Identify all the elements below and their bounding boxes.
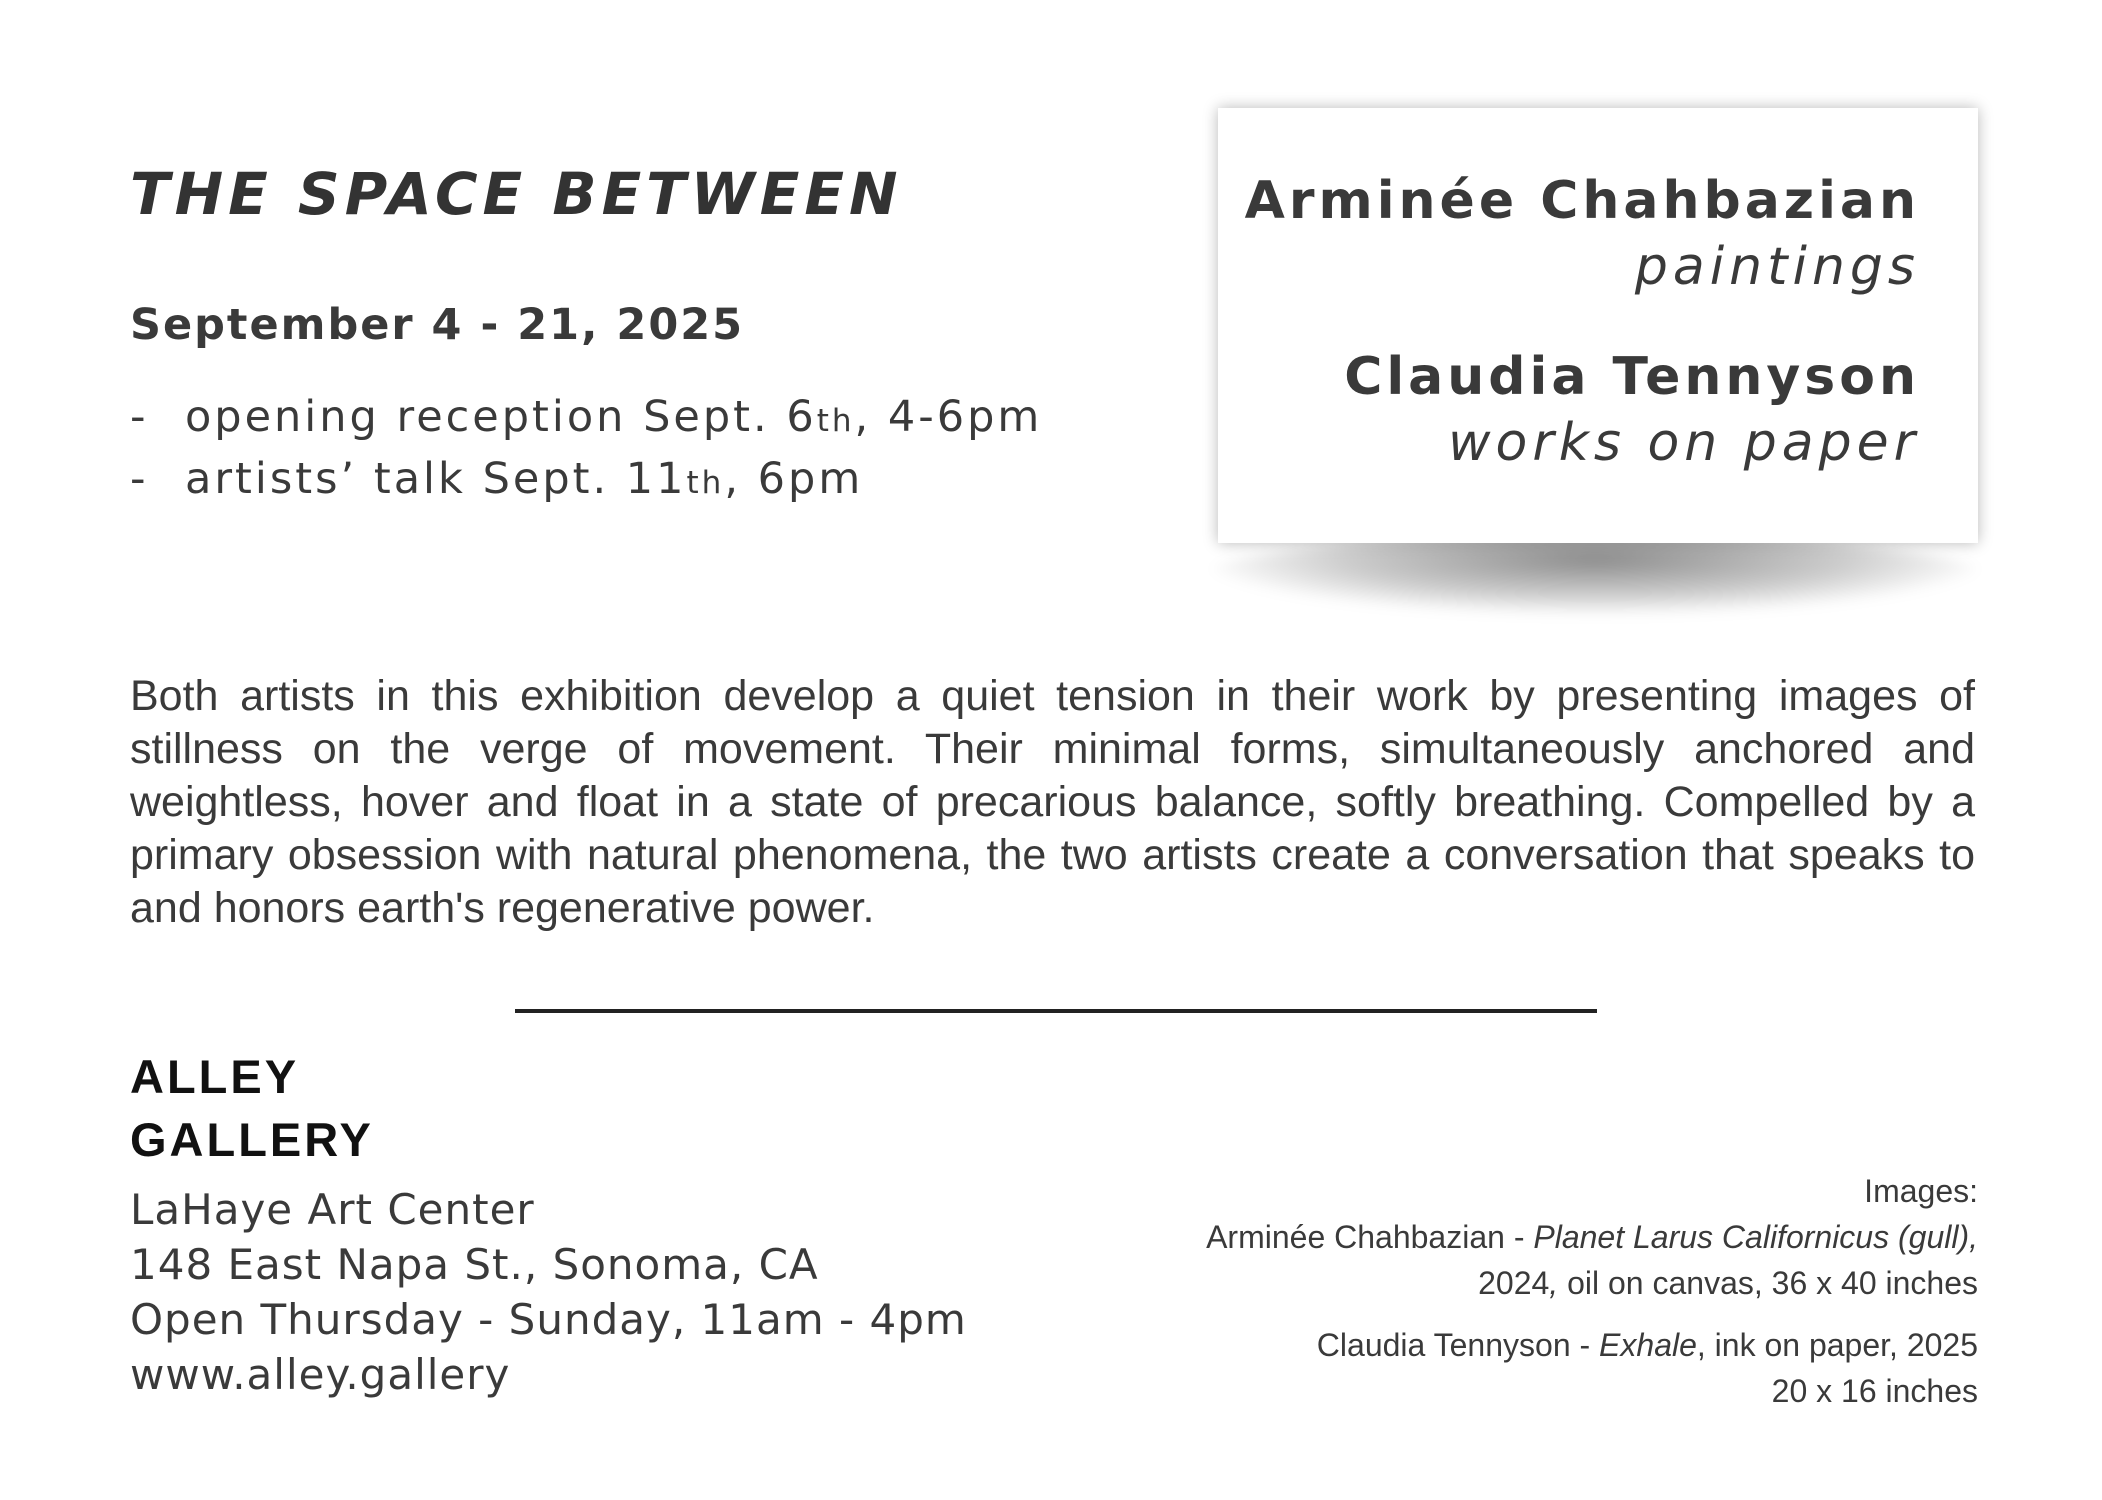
event-time: , 6pm (724, 454, 864, 504)
credit-title: Planet Larus Californicus (gull), (1533, 1219, 1978, 1255)
credit-details: oil on canvas, 36 x 40 inches (1558, 1265, 1978, 1301)
events-list (130, 388, 1042, 512)
section-divider (515, 1009, 1597, 1013)
gallery-website[interactable]: www.alley.gallery (130, 1350, 511, 1399)
credit-artist: Arminée Chahbazian - (1206, 1219, 1534, 1255)
gallery-name-line: ALLEY (130, 1050, 300, 1103)
credit-line (1206, 1260, 1978, 1306)
artist-name: Claudia Tennyson (1344, 347, 1920, 407)
event-artists-talk (130, 450, 1042, 512)
exhibition-dates: September 4 - 21, 2025 (130, 300, 745, 350)
artist-medium: paintings (1634, 237, 1920, 297)
gallery-name (130, 1045, 374, 1171)
event-text: artists’ talk Sept. 11 (185, 454, 687, 504)
credit-title: Exhale (1599, 1327, 1697, 1363)
event-opening-reception (130, 388, 1042, 450)
credits-heading: Images: (1864, 1173, 1978, 1209)
credit-line (1206, 1214, 1978, 1260)
artists-card (1218, 108, 1978, 543)
credit-artist: Claudia Tennyson - (1316, 1327, 1600, 1363)
gallery-name-line: GALLERY (130, 1113, 374, 1166)
gallery-venue: LaHaye Art Center (130, 1185, 535, 1234)
card-shadow (1205, 535, 1985, 615)
artist-medium: works on paper (1447, 413, 1920, 473)
event-dash: - (130, 454, 149, 504)
exhibition-description: Both artists in this exhibition develop a quiet tension in their work by presenting images of stillness on the verge of movement. Their minimal forms, simultaneously anchored and weightless, hover and float in a state of precarious balance, softly breathing. Compelled by a primary obsession with natural phenomena, the two artists create a conversation that speaks to and honors earth's regenerative power. (130, 672, 1975, 932)
ordinal-suffix: th (686, 465, 725, 501)
credit-line (1206, 1322, 1978, 1368)
image-credits (1206, 1168, 1978, 1414)
credit-comma: , (1549, 1265, 1559, 1301)
credit-size: 20 x 16 inches (1771, 1373, 1978, 1409)
gallery-address: 148 East Napa St., Sonoma, CA (130, 1240, 819, 1289)
artist-name: Arminée Chahbazian (1244, 171, 1920, 231)
credit-details: , ink on paper, 2025 (1696, 1327, 1978, 1363)
gallery-info (130, 1182, 967, 1402)
credit-year: 2024 (1478, 1265, 1550, 1301)
ordinal-suffix: th (816, 403, 855, 439)
event-time: , 4-6pm (854, 392, 1043, 442)
artists-card-content (1245, 170, 1920, 478)
gallery-hours: Open Thursday - Sunday, 11am - 4pm (130, 1295, 967, 1344)
event-text: opening reception Sept. 6 (185, 392, 817, 442)
exhibition-title: THE SPACE BETWEEN (130, 160, 903, 228)
event-dash: - (130, 392, 149, 442)
